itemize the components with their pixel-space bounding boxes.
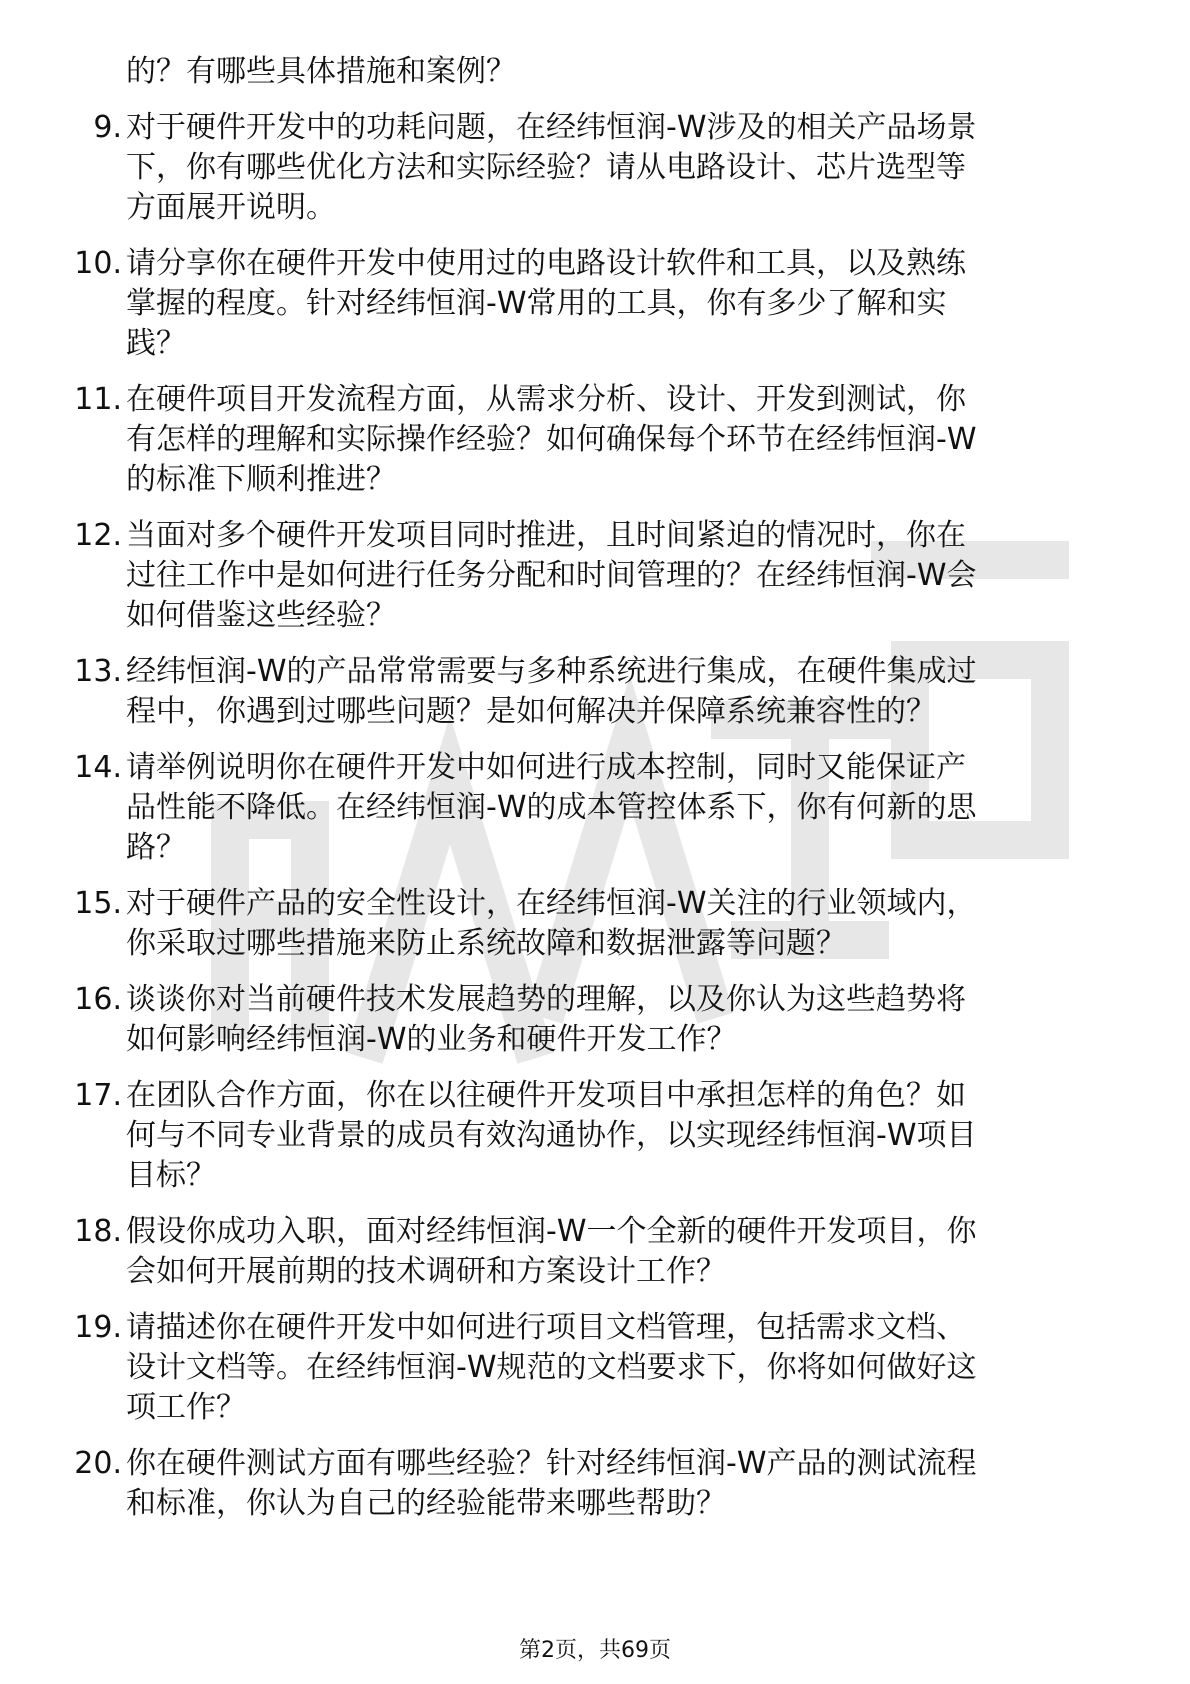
question-text [126, 884, 1126, 964]
question-text-line: 品性能不降低。在经纬恒润-W的成本管控体系下，你有何新的思 [126, 790, 977, 825]
question-text-line: 在团队合作方面，你在以往硬件开发项目中承担怎样的角色？如 [126, 1078, 966, 1113]
question-text [126, 1444, 1126, 1524]
question-number: 19. [74, 1310, 122, 1345]
question-text-line: 经纬恒润-W的产品常常需要与多种系统进行集成，在硬件集成过 [126, 654, 977, 689]
question-text [126, 1308, 1126, 1428]
question-text-line: 的标准下顺利推进？ [126, 462, 396, 497]
question-number: 17. [74, 1078, 122, 1113]
question-text-line: 假设你成功入职，面对经纬恒润-W一个全新的硬件开发项目，你 [126, 1214, 977, 1249]
question-text-line: 如何借鉴这些经验？ [126, 598, 396, 633]
question-number: 13. [74, 654, 122, 689]
question-text-line: 掌握的程度。针对经纬恒润-W常用的工具，你有多少了解和实 [126, 286, 947, 321]
question-text-line: 践？ [126, 326, 186, 361]
question-text-line: 路？ [126, 830, 186, 865]
question-text-line: 过往工作中是如何进行任务分配和时间管理的？在经纬恒润-W会 [126, 558, 977, 593]
question-text [126, 516, 1126, 636]
question-text-line: 请描述你在硬件开发中如何进行项目文档管理，包括需求文档、 [126, 1310, 966, 1345]
question-number: 9. [93, 110, 122, 145]
question-text-line: 对于硬件产品的安全性设计，在经纬恒润-W关注的行业领域内， [126, 886, 977, 921]
question-text-line: 你采取过哪些措施来防止系统故障和数据泄露等问题？ [126, 926, 846, 961]
question-number: 20. [74, 1446, 122, 1481]
question-text-line: 会如何开展前期的技术调研和方案设计工作？ [126, 1254, 726, 1289]
question-text [126, 652, 1126, 732]
question-number: 10. [74, 246, 122, 281]
question-text [126, 244, 1126, 364]
question-text-line: 谈谈你对当前硬件技术发展趋势的理解，以及你认为这些趋势将 [126, 982, 966, 1017]
question-text-line: 程中，你遇到过哪些问题？是如何解决并保障系统兼容性的？ [126, 694, 936, 729]
question-text [126, 108, 1126, 228]
question-text-line: 如何影响经纬恒润-W的业务和硬件开发工作？ [126, 1022, 737, 1057]
question-text-line: 当面对多个硬件开发项目同时推进，且时间紧迫的情况时，你在 [126, 518, 966, 553]
question-text [126, 980, 1126, 1060]
question-text-line: 设计文档等。在经纬恒润-W规范的文档要求下，你将如何做好这 [126, 1350, 977, 1385]
question-text-line: 你在硬件测试方面有哪些经验？针对经纬恒润-W产品的测试流程 [126, 1446, 977, 1481]
question-text [126, 1076, 1126, 1196]
continuation-text: 的？有哪些具体措施和案例？ [126, 54, 516, 89]
question-text-line: 何与不同专业背景的成员有效沟通协作，以实现经纬恒润-W项目 [126, 1118, 977, 1153]
question-text-line: 有怎样的理解和实际操作经验？如何确保每个环节在经纬恒润-W [126, 422, 977, 457]
question-text-line: 请举例说明你在硬件开发中如何进行成本控制，同时又能保证产 [126, 750, 966, 785]
question-number: 18. [74, 1214, 122, 1249]
question-number: 14. [74, 750, 122, 785]
question-number: 15. [74, 886, 122, 921]
question-text-line: 目标？ [126, 1158, 216, 1193]
question-text [126, 380, 1126, 500]
question-text [126, 748, 1126, 868]
question-text-line: 和标准，你认为自己的经验能带来哪些帮助？ [126, 1486, 726, 1521]
question-text-line: 对于硬件开发中的功耗问题，在经纬恒润-W涉及的相关产品场景 [126, 110, 977, 145]
question-text-line: 方面展开说明。 [126, 190, 336, 225]
question-number: 12. [74, 518, 122, 553]
question-text-line: 下，你有哪些优化方法和实际经验？请从电路设计、芯片选型等 [126, 150, 966, 185]
page-footer: 第2页，共69页 [519, 1638, 671, 1663]
question-text-line: 请分享你在硬件开发中使用过的电路设计软件和工具，以及熟练 [126, 246, 966, 281]
question-text [126, 1212, 1126, 1292]
question-text-line: 项工作？ [126, 1390, 246, 1425]
question-number: 11. [74, 382, 122, 417]
question-number: 16. [74, 982, 122, 1017]
question-text-line: 在硬件项目开发流程方面，从需求分析、设计、开发到测试，你 [126, 382, 966, 417]
